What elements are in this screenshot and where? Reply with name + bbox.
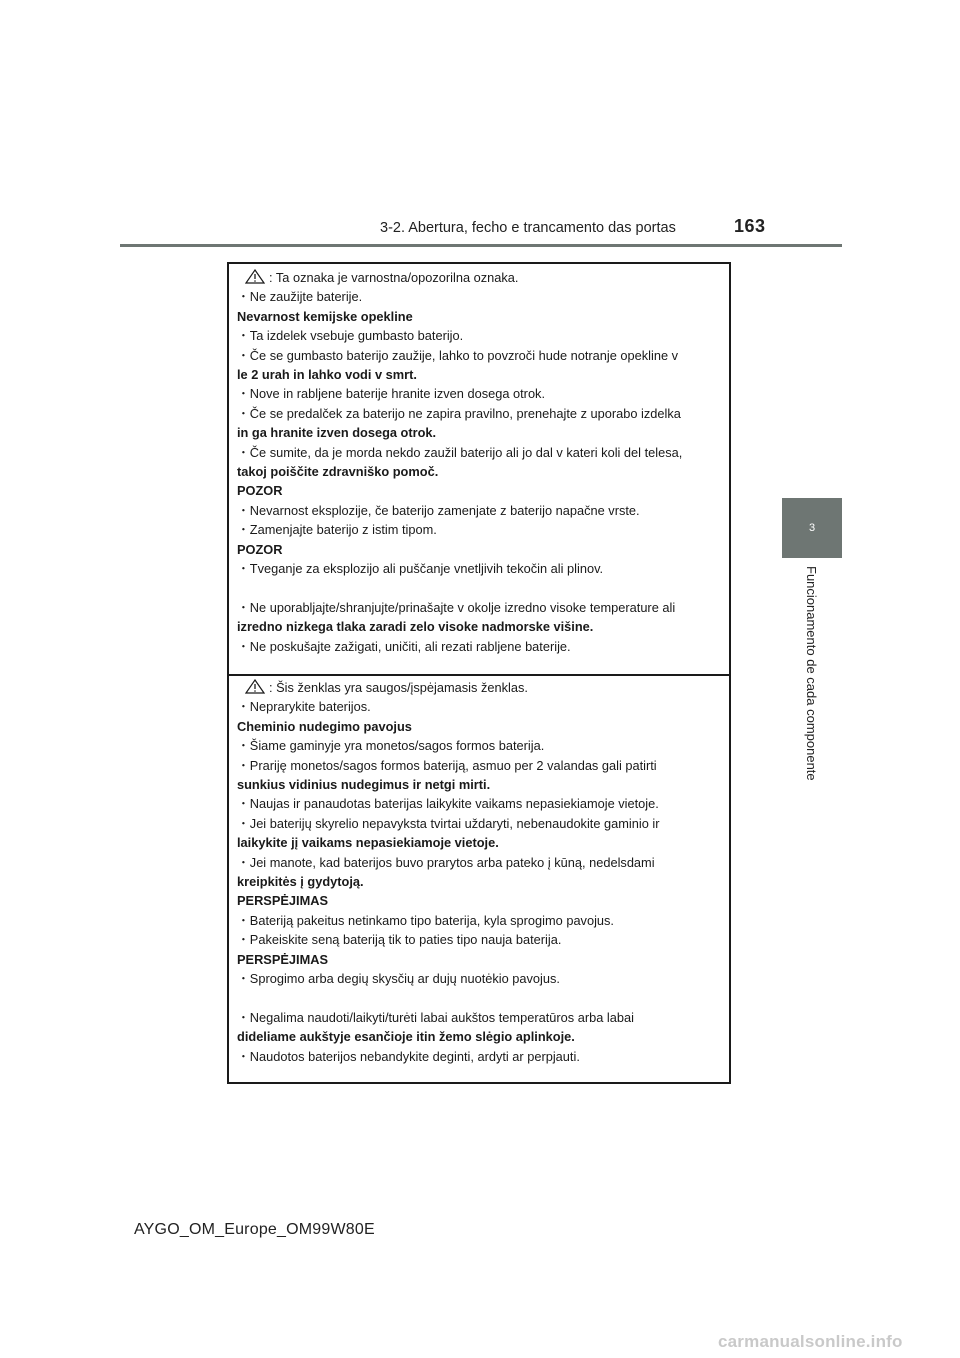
warning-text-line: ・Nove in rabljene baterije hranite izven dosega otrok. [237,386,546,402]
chapter-tab-number: 3 [808,522,816,534]
warning-triangle-icon [245,269,265,284]
warning-text-line: ・Tveganje za eksplozijo ali puščanje vnetljivih tekočin ali plinov. [237,561,604,577]
warning-text-line: ・Naudotos baterijos nebandykite deginti, ardyti ar perpjauti. [237,1048,580,1064]
warning-text-line: kreipkitės į gydytoją. [237,874,364,890]
warning-text-line: POZOR [237,483,283,499]
warning-text-line: ・Sprogimo arba degių skysčių ar dujų nuotėkio pavojus. [237,971,560,987]
slovenian-warning-section [237,268,723,656]
warning-text-line [237,989,723,1008]
lithuanian-intro-line [237,678,723,697]
warning-text-line [237,579,723,598]
warning-text-line: PERSPĖJIMAS [237,893,329,909]
warning-text-line: ・Šiame gaminyje yra monetos/sagos formos baterija. [237,738,545,754]
warning-text-line: ・Ne uporabljajte/shranjujte/prinašajte v okolje izredno visoke temperature ali [237,599,676,615]
warning-text-line: laikykite jį vaikams nepasiekiamoje vietoje. [237,835,499,851]
warning-text-line: ・Ne zaužijte baterije. [237,289,363,305]
warning-text-line: le 2 urah in lahko vodi v smrt. [237,367,417,383]
warning-text-line: ・Naujas ir panaudotas baterijas laikykite vaikams nepasiekiamoje vietoje. [237,796,659,812]
header-section-title: 3-2. Abertura, fecho e trancamento das portas [380,220,676,236]
warning-text-line: Cheminio nudegimo pavojus [237,718,412,734]
warning-text-line: ・Zamenjajte baterijo z istim tipom. [237,522,437,538]
warning-text-line: Nevarnost kemijske opekline [237,308,413,324]
warning-text-line: ・Pakeiskite seną bateriją tik to paties tipo nauja baterija. [237,932,562,948]
warning-text-line: ・Ne poskušajte zažigati, uničiti, ali rezati rabljene baterije. [237,638,571,654]
warning-text-line: ・Ta izdelek vsebuje gumbasto baterijo. [237,328,464,344]
warning-text-line: ・Neprarykite baterijos. [237,699,371,715]
warning-text-line: ・Prariję monetos/sagos formos bateriją, asmuo per 2 valandas gali patirti [237,757,657,773]
warning-text-line: ・Negalima naudoti/laikyti/turėti labai aukštos temperatūros arba labai [237,1009,634,1025]
warning-text-line: ・Če se gumbasto baterijo zaužije, lahko to povzroči hude notranje opekline v [237,347,679,363]
chapter-side-label-text: Funcionamento de cada componente [804,566,819,781]
header-rule [120,244,842,247]
slovenian-intro-text: : Ta oznaka je varnostna/opozorilna oznaka. [269,270,519,285]
warning-text-line: PERSPĖJIMAS [237,951,329,967]
warning-text-line: takoj poiščite zdravniško pomoč. [237,464,439,480]
warning-text-line: dideliame aukštyje esančioje itin žemo slėgio aplinkoje. [237,1029,575,1045]
warning-text-line: ・Jei manote, kad baterijos buvo prarytos arba pateko į kūną, nedelsdami [237,854,655,870]
watermark: carmanualsonline.info [718,1332,903,1351]
warning-text-line: sunkius vidinius nudegimus ir netgi mirti. [237,777,491,793]
slovenian-intro-line [237,268,723,287]
warning-text-line: izredno nizkega tlaka zaradi zelo visoke nadmorske višine. [237,619,594,635]
warning-triangle-icon [245,679,265,694]
lithuanian-warning-section [237,678,723,1066]
chapter-tab [782,498,842,558]
lithuanian-lines [237,697,723,1066]
lithuanian-intro-text: : Šis ženklas yra saugos/įspėjamasis ženklas. [269,680,528,695]
page-number: 163 [734,216,766,236]
slovenian-lines [237,287,723,656]
warning-text-line: ・Če sumite, da je morda nekdo zaužil baterijo ali jo dal v kateri koli del telesa, [237,444,683,460]
warning-text-line: ・Jei baterijų skyrelio nepavyksta tvirtai uždaryti, nebenaudokite gaminio ir [237,815,660,831]
warning-text-line: ・Če se predalček za baterijo ne zapira pravilno, prenehajte z uporabo izdelka [237,405,681,421]
footer-document-code: AYGO_OM_Europe_OM99W80E [134,1221,375,1238]
section-divider [229,674,729,676]
warning-text-line: in ga hranite izven dosega otrok. [237,425,437,441]
warning-text-line: POZOR [237,541,283,557]
warning-text-line: ・Bateriją pakeitus netinkamo tipo baterija, kyla sprogimo pavojus. [237,912,614,928]
warning-text-line: ・Nevarnost eksplozije, če baterijo zamenjate z baterijo napačne vrste. [237,502,640,518]
battery-warning-box [227,262,731,1084]
